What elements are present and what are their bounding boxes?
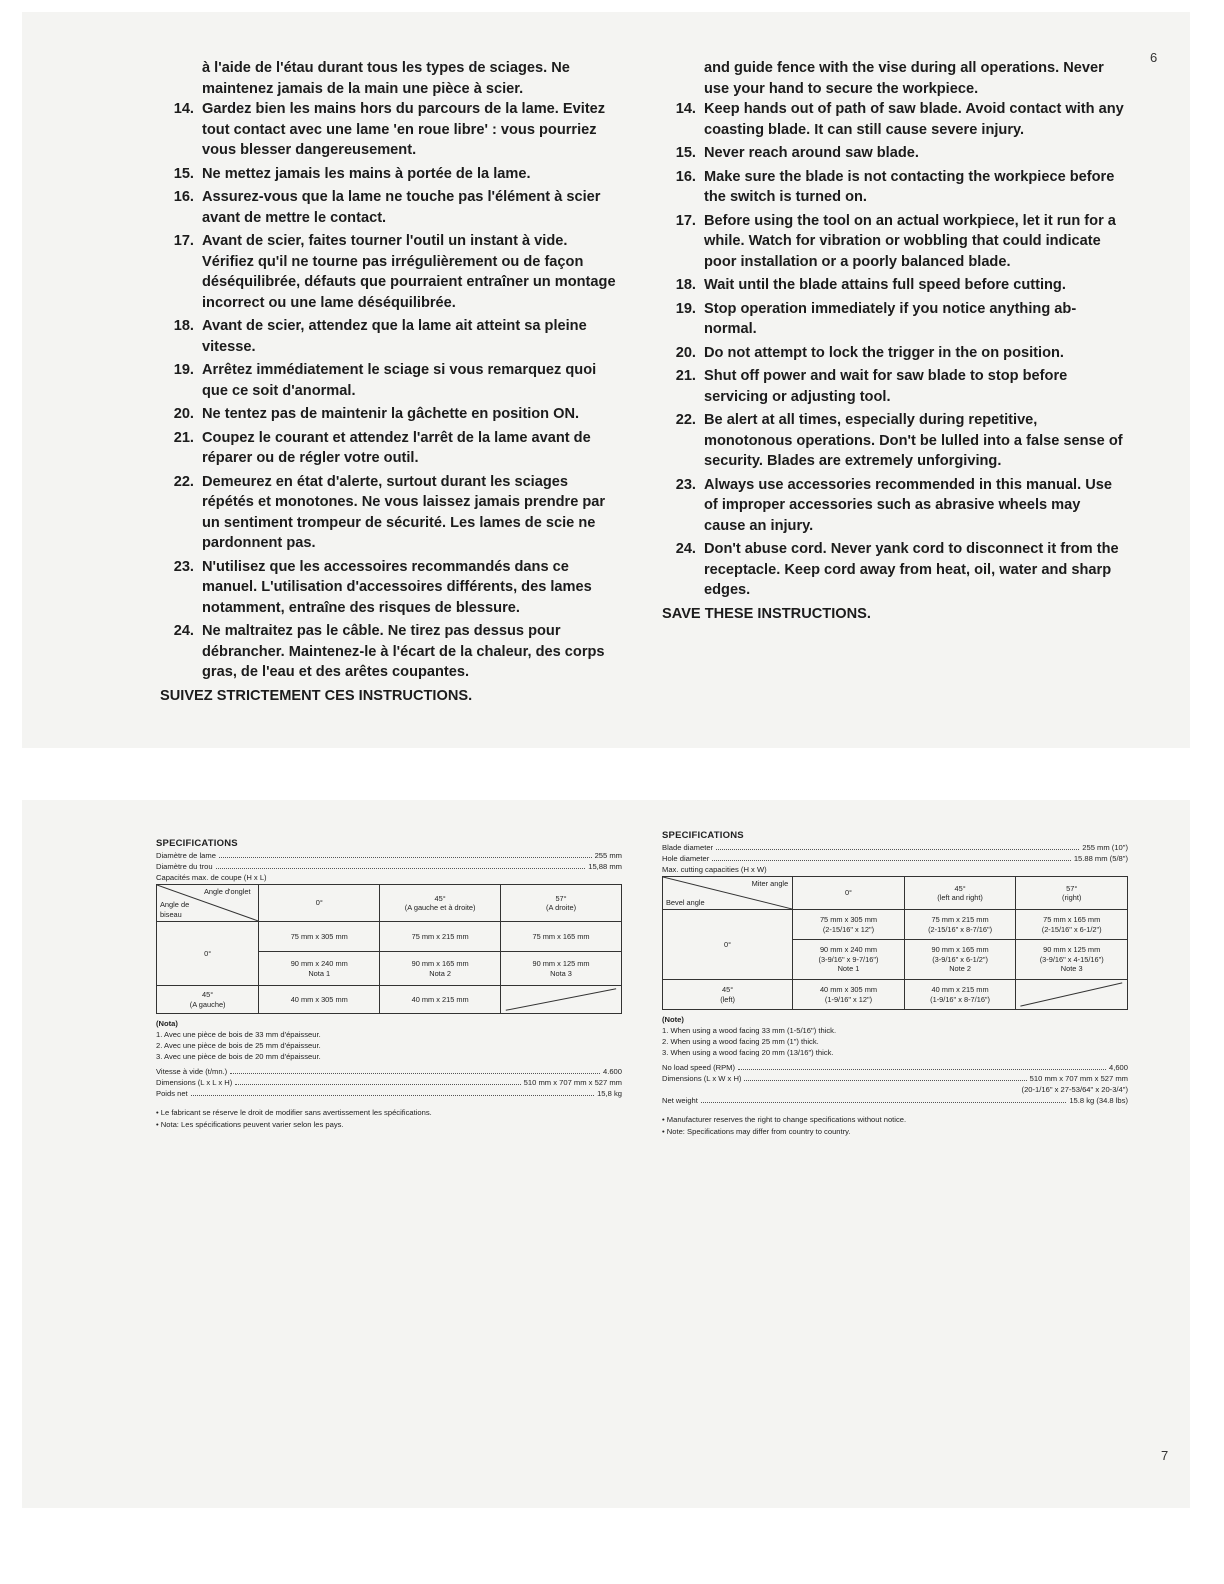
safety-item	[160, 404, 620, 425]
table-cell: 90 mm x 240 mm Nota 1	[259, 952, 380, 986]
french-row-45-label: 45° (A gauche)	[157, 986, 259, 1014]
item-text: Do not attempt to lock the trigger in the on position.	[704, 344, 1064, 361]
table-cell: 90 mm x 165 mm (3-9/16" x 6-1/2") Note 2	[904, 940, 1016, 980]
safety-item	[160, 231, 620, 313]
french-safety-column	[160, 58, 620, 706]
item-text: Ne tentez pas de maintenir la gâchette en position ON.	[202, 406, 580, 422]
page-number-bottom: 7	[1161, 1448, 1169, 1463]
safety-item	[160, 360, 620, 401]
item-number: 15.	[173, 165, 194, 182]
item-text: Before using the tool on an actual workpiece, let it run for a while. Watch for vibration or wobbling that could indicate poor installation or a poorly balanced blade.	[704, 212, 1116, 270]
item-text: Ne maltraitez pas le câble. Ne tirez pas dessus pour débrancher. Maintenez-le à l'écart de la chaleur, des corps gras, de l'eau et des arêtes coupantes.	[202, 623, 605, 680]
item-number: 14.	[675, 101, 696, 117]
item-text: Wait until the blade attains full speed before cutting.	[704, 277, 1066, 293]
safety-item	[662, 539, 1124, 601]
table-cell: 40 mm x 305 mm	[259, 986, 380, 1014]
safety-item	[160, 621, 620, 683]
english-speed: No load speed (RPM) 4,600	[662, 1063, 1128, 1072]
item-number: 20.	[173, 406, 194, 422]
item-number: 19.	[675, 300, 696, 317]
table-cell: 75 mm x 215 mm (2-15/16" x 8-7/16")	[904, 910, 1016, 940]
note-line: 3. Avec une pièce de bois de 20 mm d'épaisseur.	[156, 1052, 321, 1061]
table-cell: 90 mm x 240 mm (3-9/16" x 9-7/16") Note 1	[793, 940, 905, 980]
item-number: 17.	[675, 212, 696, 229]
french-capacity-table	[156, 884, 622, 1014]
item-number: 18.	[173, 318, 194, 334]
item-number: 23.	[675, 476, 696, 493]
french-col-45: 45° (A gauche et à droite)	[380, 885, 501, 922]
page-number-top: 6	[1150, 50, 1158, 65]
english-specs-title: SPECIFICATIONS	[662, 830, 744, 841]
item-number: 16.	[173, 189, 194, 205]
not-applicable-cell	[501, 986, 622, 1014]
english-safety-list	[662, 99, 1124, 601]
table-cell: 75 mm x 165 mm (2-15/16" x 6-1/2")	[1016, 910, 1128, 940]
item-number: 15.	[675, 145, 696, 161]
table-cell: 40 mm x 215 mm (1-9/16" x 8-7/16")	[904, 980, 1016, 1010]
item-text: Be alert at all times, especially during repetitive, monotonous operations. Don't be lulled into a false sense of security. Blades are extremely unforgiving.	[704, 412, 1123, 469]
safety-item	[662, 343, 1124, 364]
french-table-corner: Angle d'onglet Angle de biseau	[157, 885, 259, 922]
french-hole-diameter: Diamètre du trou 15,88 mm	[156, 862, 622, 871]
safety-item	[160, 316, 620, 357]
french-dimensions: Dimensions (L x L x H) 510 mm x 707 mm x 527 mm	[156, 1078, 622, 1087]
bullet-line: • Nota: Les spécifications peuvent varier selon les pays.	[156, 1120, 344, 1129]
safety-item	[662, 275, 1124, 296]
table-cell: 75 mm x 215 mm	[380, 922, 501, 952]
table-cell: 75 mm x 305 mm	[259, 922, 380, 952]
table-cell: 90 mm x 125 mm Nota 3	[501, 952, 622, 986]
english-col-57: 57° (right)	[1016, 877, 1128, 910]
note-line: 1. When using a wood facing 33 mm (1-5/16") thick.	[662, 1026, 837, 1035]
french-blade-diameter: Diamètre de lame 255 mm	[156, 851, 622, 860]
item-text: Make sure the blade is not contacting the workpiece before the switch is turned on.	[704, 168, 1115, 205]
item-number: 22.	[173, 473, 194, 490]
item-text: Assurez-vous que la lame ne touche pas l'élément à scier avant de mettre le contact.	[202, 189, 601, 226]
item-text: Keep hands out of path of saw blade. Avoid contact with any coasting blade. It can still cause severe injury.	[704, 101, 1124, 138]
french-specifications	[156, 838, 622, 1130]
note-line: 2. When using a wood facing 25 mm (1") thick.	[662, 1037, 819, 1046]
item-text: Coupez le courant et attendez l'arrêt de la lame avant de réparer ou de régler votre outil.	[202, 429, 591, 466]
safety-item	[160, 164, 620, 185]
english-capacity-table	[662, 876, 1128, 1010]
item-text: Always use accessories recommended in this manual. Use of improper accessories such as abrasive wheels may cause an injury.	[704, 476, 1112, 534]
item-number: 19.	[173, 362, 194, 378]
bullet-line: • Note: Specifications may differ from country to country.	[662, 1127, 851, 1136]
note-line: 3. When using a wood facing 20 mm (13/16") thick.	[662, 1048, 834, 1057]
table-cell: 75 mm x 305 mm (2-15/16" x 12")	[793, 910, 905, 940]
french-row-0-label: 0°	[157, 922, 259, 986]
item-number: 21.	[675, 368, 696, 384]
safety-item	[160, 428, 620, 469]
safety-item	[160, 557, 620, 619]
item-text: Shut off power and wait for saw blade to stop before servicing or adjusting tool.	[704, 368, 1068, 405]
item-number: 14.	[173, 101, 194, 117]
french-closing: SUIVEZ STRICTEMENT CES INSTRUCTIONS.	[160, 687, 473, 704]
french-bullets	[156, 1107, 622, 1130]
french-safety-list	[160, 99, 620, 683]
item-number: 23.	[173, 558, 194, 575]
french-capacities-label: Capacités max. de coupe (H x L)	[156, 873, 267, 882]
english-row-45-label: 45° (left)	[663, 980, 793, 1010]
english-dimensions: Dimensions (L x W x H) 510 mm x 707 mm x 527 mm	[662, 1074, 1128, 1083]
safety-item	[662, 143, 1124, 164]
safety-item	[662, 366, 1124, 407]
item-number: 24.	[675, 541, 696, 557]
item-number: 21.	[173, 429, 194, 446]
item-text: N'utilisez que les accessoires recommandés dans ce manuel. L'utilisation d'accessoires différents, des lames notamment, entraîne des risques de blessure.	[202, 558, 592, 616]
french-speed: Vitesse à vide (t/mn.) 4.600	[156, 1067, 622, 1076]
safety-item	[662, 410, 1124, 472]
item-text: Ne mettez jamais les mains à portée de la lame.	[202, 165, 531, 182]
bullet-line: • Le fabricant se réserve le droit de modifier sans avertissement les spécifications.	[156, 1108, 432, 1117]
item-text: Arrêtez immédiatement le sciage si vous remarquez quoi que ce soit d'anormal.	[202, 362, 597, 399]
item-text: Avant de scier, faites tourner l'outil un instant à vide. Vérifiez qu'il ne tourne pas irrégulièrement ou de façon déséquilibrée, défauts que pourraient entraîner un montage incorrect ou une lame déséquilibrée.	[202, 233, 616, 311]
safety-item	[662, 299, 1124, 340]
english-col-45: 45° (left and right)	[904, 877, 1016, 910]
safety-item	[662, 211, 1124, 273]
item-number: 18.	[675, 277, 696, 293]
item-number: 24.	[173, 623, 194, 639]
safety-item	[160, 99, 620, 161]
english-lead-text: and guide fence with the vise during all operations. Never use your hand to secure the workpiece.	[704, 60, 1104, 97]
french-notes: (Nota) 1. Avec une pièce de bois de 33 mm d'épaisseur. 2. Avec une pièce de bois de 25 mm d'épaisseur. 3. Avec une pièce de bois de 20 mm d'épaisseur.	[156, 1018, 622, 1062]
table-cell: 90 mm x 125 mm (3-9/16" x 4-15/16") Note 3	[1016, 940, 1128, 980]
table-cell: 90 mm x 165 mm Nota 2	[380, 952, 501, 986]
table-cell: 75 mm x 165 mm	[501, 922, 622, 952]
english-row-0-label: 0°	[663, 910, 793, 980]
note-line: 2. Avec une pièce de bois de 25 mm d'épaisseur.	[156, 1041, 321, 1050]
english-weight: Net weight 15.8 kg (34.8 lbs)	[662, 1096, 1128, 1105]
item-number: 22.	[675, 412, 696, 428]
item-number: 20.	[675, 344, 696, 361]
item-text: Demeurez en état d'alerte, surtout durant les sciages répétés et monotones. Ne vous laissez jamais prendre par un sentiment trompeur de sécurité. Les lames de scie ne pardonnent pas.	[202, 473, 606, 551]
french-col-57: 57° (A droite)	[501, 885, 622, 922]
english-bullets	[662, 1114, 1128, 1137]
english-capacities-label: Max. cutting capacities (H x W)	[662, 865, 767, 874]
item-number: 16.	[675, 168, 696, 185]
english-blade-diameter: Blade diameter 255 mm (10")	[662, 843, 1128, 852]
bullet-line: • Manufacturer reserves the right to change specifications without notice.	[662, 1115, 907, 1124]
item-text: Avant de scier, attendez que la lame ait atteint sa pleine vitesse.	[202, 318, 587, 355]
french-col-0: 0°	[259, 885, 380, 922]
safety-item	[662, 167, 1124, 208]
english-dimensions-inches: (20-1/16" x 27-53/64" x 20-3/4")	[1021, 1085, 1128, 1094]
table-cell: 40 mm x 305 mm (1-9/16" x 12")	[793, 980, 905, 1010]
english-hole-diameter: Hole diameter 15.88 mm (5/8")	[662, 854, 1128, 863]
item-text: Don't abuse cord. Never yank cord to disconnect it from the receptacle. Keep cord away from heat, oil, water and sharp edges.	[704, 541, 1119, 598]
note-line: 1. Avec une pièce de bois de 33 mm d'épaisseur.	[156, 1030, 321, 1039]
french-specs-title: SPECIFICATIONS	[156, 838, 238, 849]
english-col-0: 0°	[793, 877, 905, 910]
english-specifications	[662, 830, 1128, 1137]
table-cell: 40 mm x 215 mm	[380, 986, 501, 1014]
english-closing: SAVE THESE INSTRUCTIONS.	[662, 605, 871, 622]
item-number: 17.	[173, 233, 194, 249]
english-table-corner: Miter angle Bevel angle	[663, 877, 793, 910]
item-text: Gardez bien les mains hors du parcours de la lame. Evitez tout contact avec une lame 'en roue libre' : vous pourriez vous blesser dangereusement.	[202, 101, 606, 158]
safety-item	[160, 472, 620, 554]
item-text: Stop operation immediately if you notice anything ab-normal.	[704, 300, 1077, 337]
not-applicable-cell	[1016, 980, 1128, 1010]
item-text: Never reach around saw blade.	[704, 145, 919, 161]
english-notes: (Note) 1. When using a wood facing 33 mm (1-5/16") thick. 2. When using a wood facing 25 mm (1") thick. 3. When using a wood facing 20 mm (13/16") thick.	[662, 1014, 1128, 1058]
safety-item	[160, 187, 620, 228]
english-safety-column	[662, 58, 1124, 624]
french-weight: Poids net 15,8 kg	[156, 1089, 622, 1098]
french-lead-text: à l'aide de l'étau durant tous les types de sciages. Ne maintenez jamais de la main une pièce à scier.	[202, 60, 570, 97]
safety-item	[662, 99, 1124, 140]
safety-item	[662, 475, 1124, 537]
